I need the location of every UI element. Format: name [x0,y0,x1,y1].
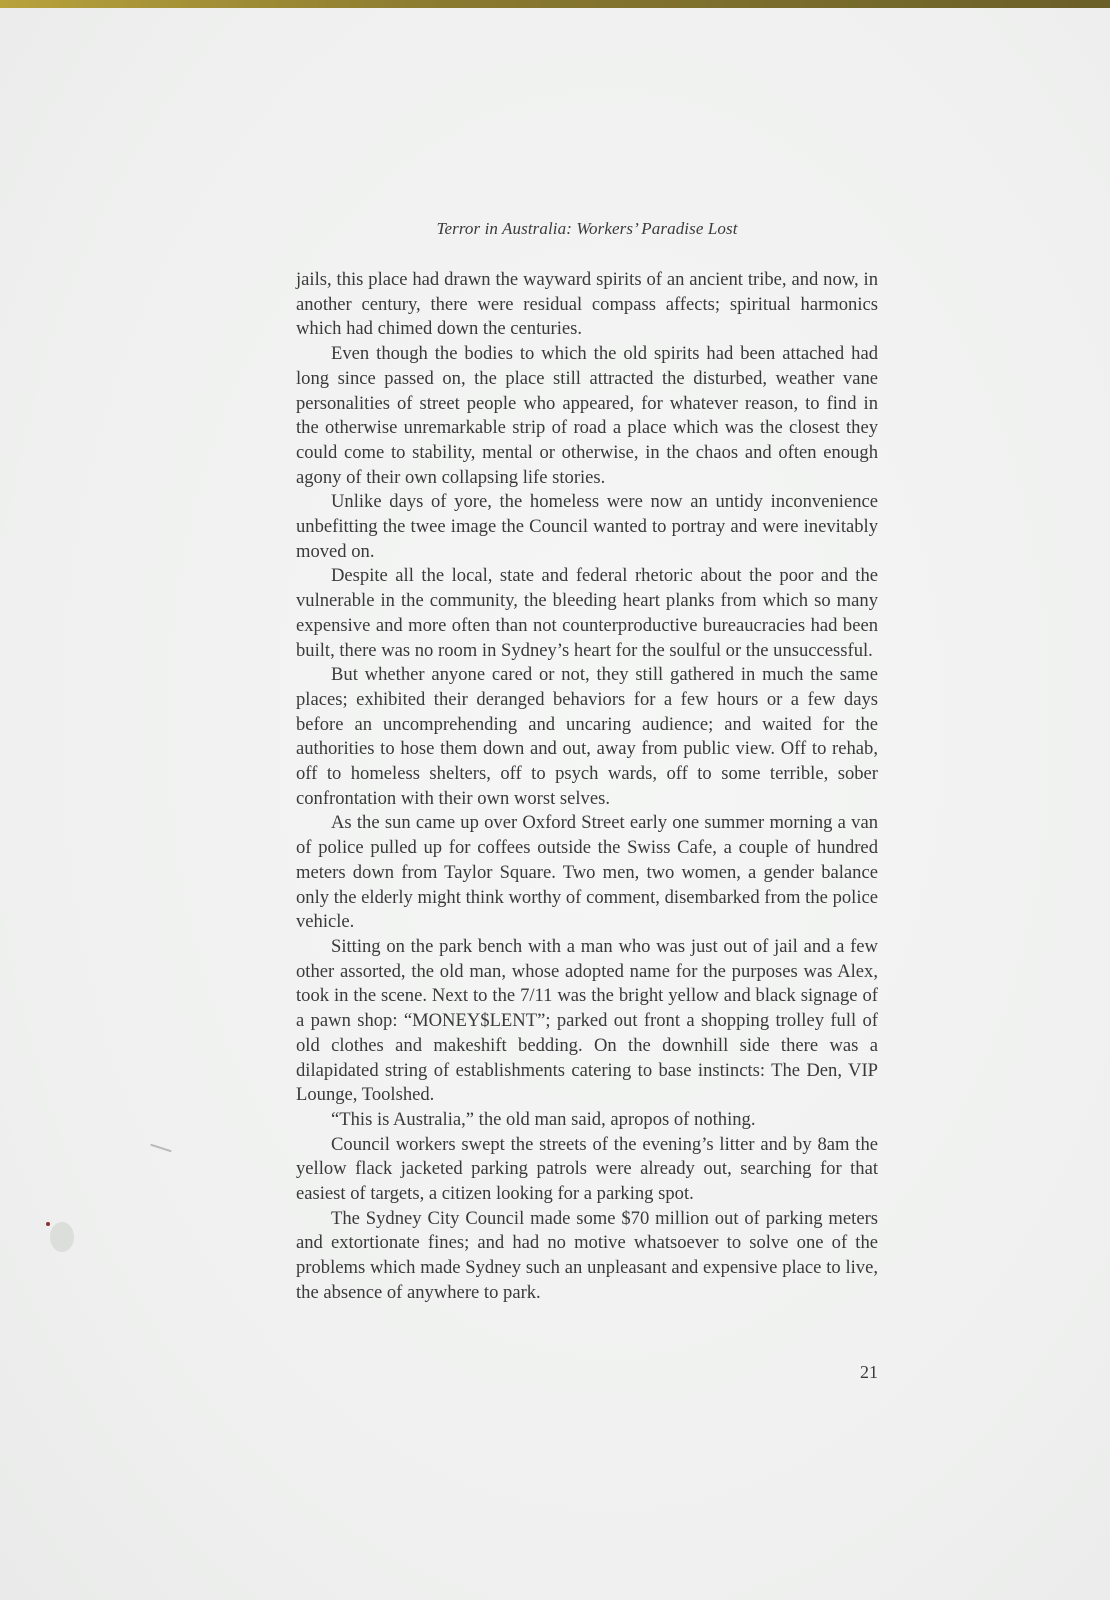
paragraph: The Sydney City Council made some $70 million out of parking meters and extortionate fines; and had no motive whatsoever to solve one of the problems which made Sydney such an unpleasant and expensive place to live, the absence of anywhere to park. [296,1207,878,1303]
paper-speck [50,1222,74,1252]
paragraph: Despite all the local, state and federal rhetoric about the poor and the vulnerable in the community, the bleeding heart planks from which so many expensive and more often than not counterproductive bureaucracies had been built, there was no room in Sydney’s heart for the soulful or the unsuccessful. [296,565,878,661]
paragraph: But whether anyone cared or not, they still gathered in much the same places; exhibited their deranged behaviors for a few hours or a few days before an uncomprehending and uncaring audience; and waited for the authorities to hose them down and out, away from public view. Off to rehab, off to homeless shelters, off to psych wards, off to some terrible, sober confrontation with their own worst selves. [296,664,878,809]
paragraph: “This is Australia,” the old man said, apropos of nothing. [331,1108,756,1130]
paper-speck [46,1222,50,1226]
page-number: 21 [860,1362,878,1382]
paragraph: Even though the bodies to which the old spirits had been attached had long since passed on, the place still attracted the disturbed, weather vane personalities of street people who appeared, for whatever reason, to find in the otherwise unremarkable strip of road a place which was the closest they could come to stability, mental or otherwise, in the chaos and often enough agony of their own collapsing life stories. [296,343,878,488]
paragraph: Unlike days of yore, the homeless were now an untidy inconvenience unbefitting the twee image the Council wanted to portray and were inevitably moved on. [296,491,878,562]
running-head: Terror in Australia: Workers’ Paradise Lost [436,219,738,238]
page-top-edge [0,0,1110,8]
paragraph: Council workers swept the streets of the evening’s litter and by 8am the yellow flack jacketed parking patrols were already out, searching for that easiest of targets, a citizen looking for a parking spot. [296,1133,878,1205]
body-text [296,268,878,1306]
paragraph: As the sun came up over Oxford Street early one summer morning a van of police pulled up for coffees outside the Swiss Cafe, a couple of hundred meters down from Taylor Square. Two men, two women, a gender balance only the elderly might think worthy of comment, disembarked from the police vehicle. [296,812,878,933]
paragraph: jails, this place had drawn the wayward spirits of an ancient tribe, and now, in another century, there were residual compass affects; spiritual harmonics which had chimed down the centuries. [296,269,878,340]
paragraph: Sitting on the park bench with a man who was just out of jail and a few other assorted, the old man, whose adopted name for the purposes was Alex, took in the scene. Next to the 7/11 was the bright yellow and black signage of a pawn shop: “MONEY$LENT”; parked out front a shopping trolley full of old clothes and makeshift bedding. On the downhill side there was a dilapidated string of establishments catering to base instincts: The Den, VIP Lounge, Toolshed. [296,935,878,1106]
